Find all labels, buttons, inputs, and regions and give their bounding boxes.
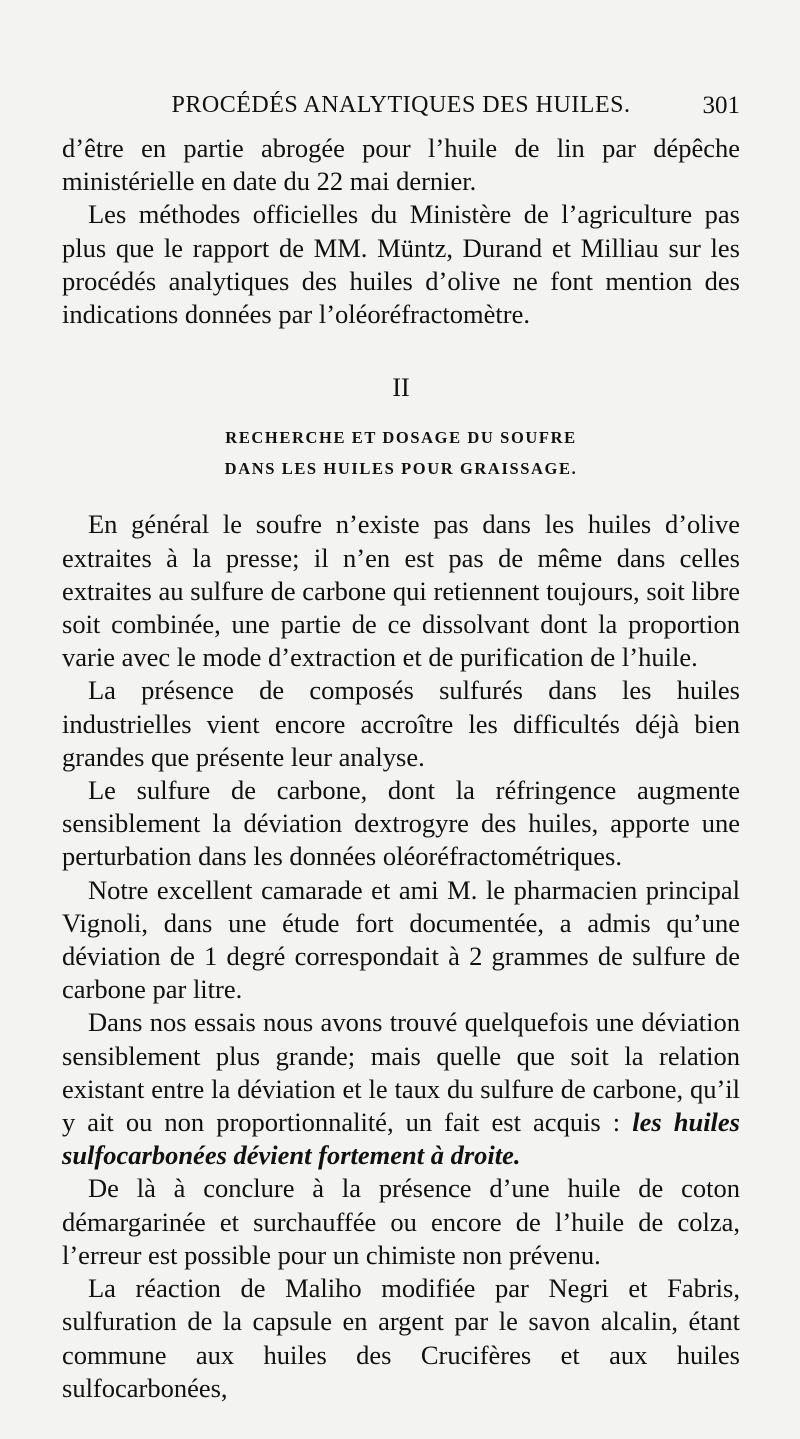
paragraph: [62, 1006, 740, 1172]
section-title-line: RECHERCHE ET DOSAGE DU SOUFRE: [225, 428, 577, 448]
paragraph-continued: d’être en partie abrogée pour l’huile de lin par dépêche ministérielle en date du 22 mai dernier.: [62, 133, 740, 197]
paragraph: La réaction de Maliho modifiée par Negri et Fabris, sulfuration de la capsule en argent par le savon alcalin, étant commune aux huiles des Crucifères et aux huiles sulfocarbonées,: [62, 1273, 740, 1403]
page-body: [62, 132, 740, 1405]
paragraph: De là à conclure à la présence d’une huile de coton démargarinée et surchauffée ou encore de l’huile de colza, l’erreur est possible pour un chimiste non prévenu.: [62, 1173, 740, 1270]
running-title: PROCÉDÉS ANALYTIQUES DES HUILES.: [171, 92, 631, 118]
section-title-line: DANS LES HUILES POUR GRAISSAGE.: [224, 459, 578, 479]
page-number: 301: [702, 92, 740, 119]
paragraph: En général le soufre n’existe pas dans les huiles d’olive extraites à la presse; il n’en est pas de même dans celles extraites au sulfure de carbone qui retiennent toujours, soit libre soit combinée, une partie de ce dissolvant dont la proportion varie avec le mode d’extraction et de purification de l’huile.: [62, 509, 740, 673]
section-title: [62, 422, 740, 484]
paragraph-text: Dans nos essais nous avons trouvé quelquefois une déviation sensiblement plus grande; mais quelle que soit la relation existant entre la déviation et le taux du sulfure de carbone, qu’il y ait ou non proportionnalité, un fait est acquis :: [62, 1007, 740, 1138]
paragraph: Les méthodes officielles du Ministère de l’agriculture pas plus que le rapport de MM. Müntz, Durand et Milliau sur les procédés analytiques des huiles d’olive ne font mention des indications données par l’oléoréfractomètre.: [62, 199, 740, 330]
paragraph: Le sulfure de carbone, dont la réfringence augmente sensiblement la déviation dextrogyre des huiles, apporte une perturbation dans les données oléoréfractométriques.: [62, 775, 740, 872]
section-number: II: [392, 373, 410, 403]
page-header: [62, 92, 740, 132]
italic-emphasis: les huiles sulfocarbonées dévient fortement à droite.: [62, 1107, 740, 1171]
paragraph: Notre excellent camarade et ami M. le pharmacien principal Vignoli, dans une étude fort documentée, a admis qu’une déviation de 1 degré correspondait à 2 grammes de sulfure de carbone par litre.: [62, 874, 740, 1005]
paragraph: La présence de composés sulfurés dans les huiles industrielles vient encore accroître les difficultés déjà bien grandes que présente leur analyse.: [62, 675, 740, 772]
